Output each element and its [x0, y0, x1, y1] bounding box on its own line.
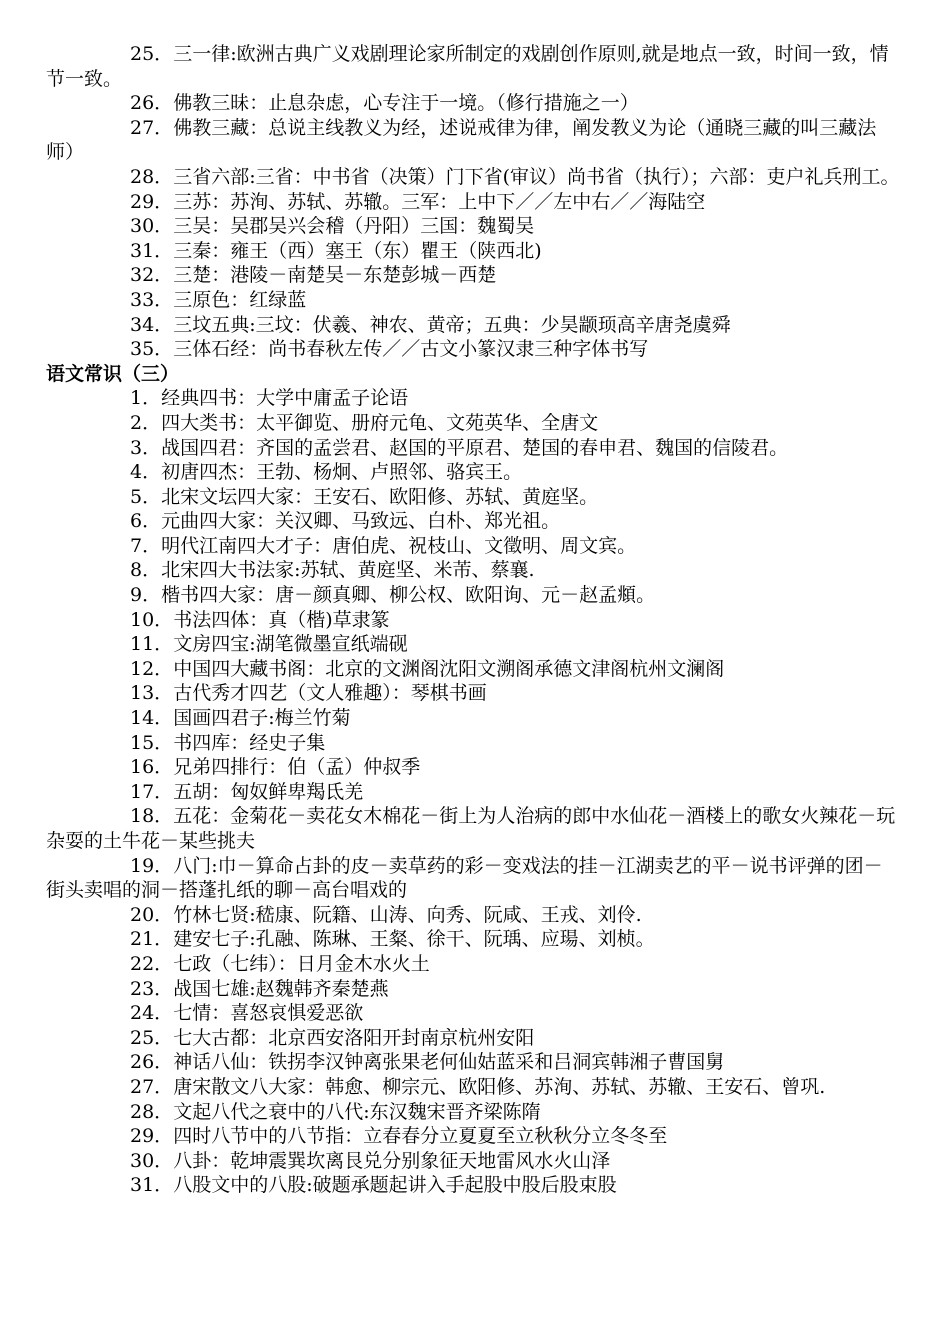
item-text: 五花：金菊花－卖花女木棉花－街上为人治病的郎中水仙花－酒楼上的歌女火辣花－玩杂耍的土牛花－某些挑夫 [46, 805, 896, 852]
item-number: 24． [130, 1002, 174, 1025]
list-item [46, 1050, 900, 1075]
list-item [46, 558, 900, 583]
item-number: 19． [130, 854, 174, 877]
item-text: 文房四宝:湖笔微墨宣纸端砚 [173, 633, 408, 656]
item-text: 四大类书：太平御览、册府元龟、文苑英华、全唐文 [161, 411, 599, 434]
list-item [46, 706, 900, 731]
list-item [46, 583, 900, 608]
item-number: 6． [130, 510, 162, 533]
item-text: 七政（七纬）：日月金木水火土 [173, 952, 430, 975]
item-number: 30． [130, 215, 174, 238]
list-item [46, 804, 900, 853]
list-item [46, 1124, 900, 1149]
item-number: 26． [130, 1051, 174, 1074]
list-item [46, 214, 900, 239]
item-text: 唐宋散文八大家：韩愈、柳宗元、欧阳修、苏洵、苏轼、苏辙、王安石、曾巩. [173, 1075, 826, 1098]
item-text: 北宋文坛四大家：王安石、欧阳修、苏轼、黄庭坚。 [161, 485, 599, 508]
list-item [46, 534, 900, 559]
item-text: 七大古都：北京西安洛阳开封南京杭州安阳 [173, 1026, 535, 1049]
item-number: 23． [130, 977, 174, 1000]
item-text: 八股文中的八股:破题承题起讲入手起股中股后股束股 [173, 1174, 617, 1197]
item-text: 竹林七贤:嵇康、阮籍、山涛、向秀、阮咸、王戎、刘伶. [173, 903, 642, 926]
item-number: 9． [130, 584, 162, 607]
list-item [46, 313, 900, 338]
list-item [46, 386, 900, 411]
item-text: 书四库：经史子集 [173, 731, 326, 754]
list-item [46, 952, 900, 977]
list-item [46, 460, 900, 485]
item-number: 26． [130, 92, 174, 115]
list-item [46, 903, 900, 928]
item-number: 35． [130, 338, 174, 361]
list-item [46, 116, 900, 165]
item-number: 15． [130, 731, 174, 754]
item-number: 28． [130, 165, 174, 188]
list-item [46, 1001, 900, 1026]
item-text: 神话八仙：铁拐李汉钟离张果老何仙姑蓝采和吕洞宾韩湘子曹国舅 [173, 1051, 725, 1074]
item-text: 元曲四大家：关汉卿、马致远、白朴、郑光祖。 [161, 510, 561, 533]
list-item [46, 411, 900, 436]
item-text: 四时八节中的八节指：立春春分立夏夏至立秋秋分立冬冬至 [173, 1125, 668, 1148]
item-text: 三体石经：尚书春秋左传／／古文小篆汉隶三种字体书写 [173, 338, 649, 361]
item-text: 佛教三藏：总说主线教义为经，述说戒律为律，阐发教义为论（通晓三藏的叫三藏法师） [46, 116, 877, 164]
item-number: 32． [130, 264, 174, 287]
list-section-yuwen [46, 386, 900, 1198]
item-text: 三苏：苏洵、苏轼、苏辙。三军：上中下／／左中右／／海陆空 [173, 190, 706, 213]
item-number: 8． [130, 559, 162, 582]
item-number: 18． [130, 805, 174, 828]
item-text: 建安七子:孔融、陈琳、王粲、徐干、阮瑀、应瑒、刘桢。 [173, 928, 655, 951]
item-number: 11． [130, 633, 174, 656]
list-item [46, 239, 900, 264]
item-text: 五胡：匈奴鲜卑羯氐羌 [173, 780, 364, 803]
list-item [46, 608, 900, 633]
list-item [46, 165, 900, 190]
list-item [46, 731, 900, 756]
item-text: 三楚：港陵－南楚吴－东楚彭城－西楚 [173, 264, 497, 287]
item-number: 10． [130, 608, 174, 631]
item-number: 27． [130, 116, 174, 139]
item-text: 古代秀才四艺（文人雅趣）：琴棋书画 [173, 682, 487, 705]
list-item [46, 854, 900, 903]
list-item [46, 91, 900, 116]
list-item [46, 927, 900, 952]
item-text: 兄弟四排行：伯（孟）仲叔季 [173, 756, 421, 779]
item-text: 三原色：红绿蓝 [173, 288, 307, 311]
item-number: 12． [130, 657, 174, 680]
list-item [46, 263, 900, 288]
item-number: 5． [130, 485, 162, 508]
item-text: 北宋四大书法家:苏轼、黄庭坚、米芾、蔡襄. [161, 559, 535, 582]
item-number: 2． [130, 411, 162, 434]
item-number: 16． [130, 756, 174, 779]
list-item [46, 485, 900, 510]
list-item [46, 337, 900, 362]
list-item [46, 509, 900, 534]
item-text: 明代江南四大才子：唐伯虎、祝枝山、文徵明、周文宾。 [161, 534, 637, 557]
item-text: 中国四大藏书阁：北京的文渊阁沈阳文溯阁承德文津阁杭州文澜阁 [173, 657, 725, 680]
item-number: 20． [130, 903, 174, 926]
item-number: 31． [130, 1174, 174, 1197]
item-text: 初唐四杰：王勃、杨炯、卢照邻、骆宾王。 [161, 461, 523, 484]
list-section-san [46, 42, 900, 362]
list-item [46, 1173, 900, 1198]
item-text: 三一律:欧洲古典广义戏剧理论家所制定的戏剧创作原则,就是地点一致，时间一致，情节一致。 [46, 43, 889, 90]
item-number: 30． [130, 1149, 174, 1172]
list-item [46, 1149, 900, 1174]
item-text: 战国四君：齐国的孟尝君、赵国的平原君、楚国的春申君、魏国的信陵君。 [161, 436, 789, 459]
item-number: 17． [130, 780, 174, 803]
list-item [46, 288, 900, 313]
list-item [46, 42, 900, 91]
item-text: 三省六部:三省：中书省（决策）门下省(审议）尚书省（执行）；六部：吏户礼兵刑工。 [173, 165, 900, 188]
list-item [46, 1026, 900, 1051]
item-text: 七情：喜怒哀惧爱恶欲 [173, 1002, 364, 1025]
item-text: 楷书四大家：唐－颜真卿、柳公权、欧阳询、元－赵孟頫。 [161, 584, 656, 607]
item-text: 文起八代之衰中的八代:东汉魏宋晋齐梁陈隋 [173, 1100, 541, 1123]
list-item [46, 780, 900, 805]
item-number: 27． [130, 1075, 174, 1098]
item-text: 国画四君子:梅兰竹菊 [173, 707, 351, 730]
item-number: 28． [130, 1100, 174, 1123]
item-number: 13． [130, 682, 174, 705]
item-text: 书法四体：真（楷)草隶篆 [173, 608, 390, 631]
item-text: 八门:巾－算命占卦的皮－卖草药的彩－变戏法的挂－江湖卖艺的平－说书评弹的团－街头卖唱的洞－搭蓬扎纸的聊－高台唱戏的 [46, 854, 883, 902]
item-number: 14． [130, 707, 174, 730]
list-item [46, 977, 900, 1002]
item-text: 三坟五典:三坟：伏羲、神农、黄帝；五典：少昊颛顼高辛唐尧虞舜 [173, 313, 731, 336]
item-number: 21． [130, 928, 174, 951]
item-text: 战国七雄:赵魏韩齐秦楚燕 [173, 977, 389, 1000]
list-item [46, 1075, 900, 1100]
item-number: 34． [130, 313, 174, 336]
item-number: 7． [130, 534, 162, 557]
list-item [46, 657, 900, 682]
list-item [46, 436, 900, 461]
item-text: 三秦：雍王（西）塞王（东）瞿王（陕西北) [173, 239, 542, 262]
list-item [46, 1100, 900, 1125]
item-text: 经典四书：大学中庸孟子论语 [161, 387, 409, 410]
list-item [46, 632, 900, 657]
item-text: 八卦：乾坤震巽坎离艮兑分别象征天地雷风水火山泽 [173, 1149, 611, 1172]
item-number: 29． [130, 190, 174, 213]
list-item [46, 755, 900, 780]
section-heading: 语文常识（三） [46, 362, 180, 385]
item-number: 31． [130, 239, 174, 262]
item-text: 佛教三昧：止息杂虑，心专注于一境。（修行措施之一） [173, 92, 639, 115]
item-number: 33． [130, 288, 174, 311]
item-number: 25． [130, 1026, 174, 1049]
item-text: 三吴：吴郡吴兴会稽（丹阳）三国：魏蜀吴 [173, 215, 535, 238]
item-number: 29． [130, 1125, 174, 1148]
list-item [46, 681, 900, 706]
item-number: 25． [130, 43, 174, 65]
list-item [46, 190, 900, 215]
item-number: 4． [130, 461, 162, 484]
item-number: 3． [130, 436, 162, 459]
item-number: 22． [130, 952, 174, 975]
item-number: 1． [130, 387, 162, 410]
